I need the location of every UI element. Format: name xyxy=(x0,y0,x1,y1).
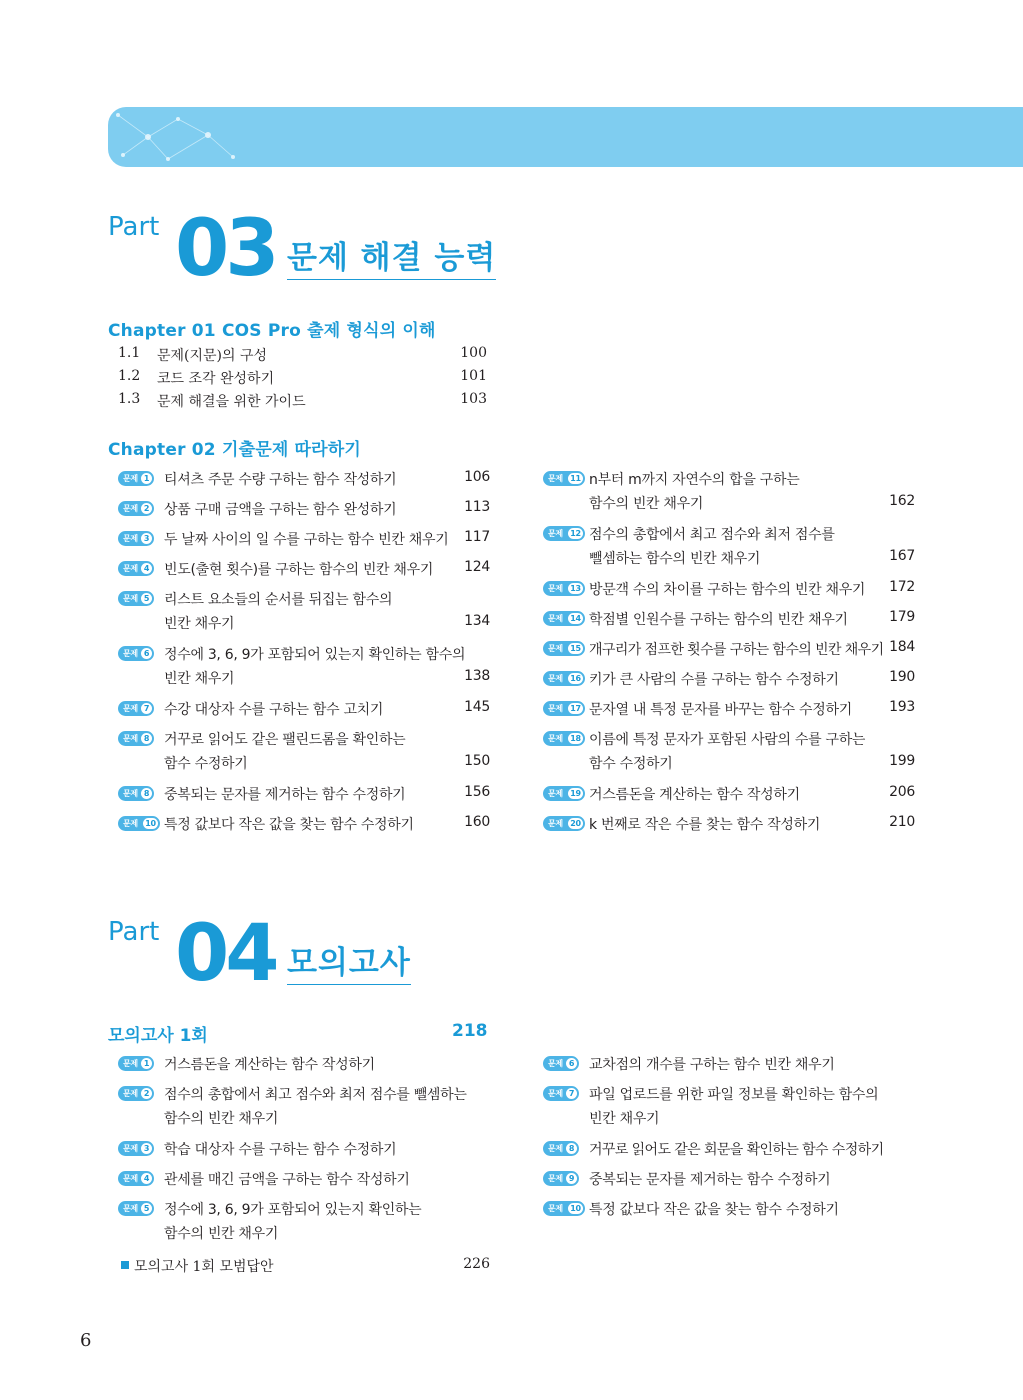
item-title: 개구리가 점프한 횟수를 구하는 함수의 빈칸 채우기 xyxy=(589,642,884,658)
toc-item[interactable] xyxy=(118,729,490,773)
item-title-cont: 빈칸 채우기 xyxy=(589,1111,660,1127)
problem-badge: 문제 7 xyxy=(118,701,154,716)
item-title: 티셔츠 주문 수량 구하는 함수 작성하기 xyxy=(164,472,397,488)
part3-title: 문제 해결 능력 xyxy=(287,240,496,280)
chapter1-heading[interactable]: Chapter 01 COS Pro 출제 형식의 이해 xyxy=(108,321,436,341)
item-page: 190 xyxy=(889,669,915,685)
toc-item[interactable] xyxy=(118,1084,490,1128)
item-page: 138 xyxy=(464,668,490,684)
toc-item[interactable] xyxy=(118,1199,490,1243)
problem-badge: 문제 8 xyxy=(543,1141,579,1156)
toc-item[interactable] xyxy=(543,1169,915,1189)
bullet-square-icon xyxy=(121,1261,129,1269)
part4-label: Part xyxy=(108,917,160,947)
item-title: 학습 대상자 수를 구하는 함수 수정하기 xyxy=(164,1142,397,1158)
item-page: 210 xyxy=(889,814,915,830)
toc-item[interactable] xyxy=(118,1169,490,1189)
problem-badge: 문제 10 xyxy=(118,816,160,831)
item-page: 167 xyxy=(889,548,915,564)
problem-badge: 문제 8 xyxy=(118,786,154,801)
item-title: 파일 업로드를 위한 파일 정보를 확인하는 함수의 xyxy=(589,1087,879,1103)
item-page: 179 xyxy=(889,609,915,625)
toc-item[interactable] xyxy=(118,589,490,633)
toc-item[interactable] xyxy=(118,499,490,519)
item-page: 172 xyxy=(889,579,915,595)
toc-item[interactable] xyxy=(543,814,915,834)
problem-badge: 문제 18 xyxy=(543,731,585,746)
section-row[interactable] xyxy=(118,391,490,413)
problem-badge: 문제 9 xyxy=(543,1171,579,1186)
problem-badge: 문제 4 xyxy=(118,561,154,576)
item-page: 117 xyxy=(464,529,490,545)
toc-item[interactable] xyxy=(543,784,915,804)
toc-item[interactable] xyxy=(543,469,915,513)
section-number: 1.1 xyxy=(118,345,141,361)
item-title-cont: 빈칸 채우기 xyxy=(164,616,235,632)
item-page: 145 xyxy=(464,699,490,715)
toc-item[interactable] xyxy=(543,609,915,629)
section-row[interactable] xyxy=(118,345,490,367)
header-banner xyxy=(108,107,1023,167)
toc-item[interactable] xyxy=(543,524,915,568)
item-title: 거스름돈을 계산하는 함수 작성하기 xyxy=(589,787,800,803)
problem-badge: 문제 14 xyxy=(543,611,585,626)
toc-item[interactable] xyxy=(543,1084,915,1128)
network-decoration xyxy=(108,107,248,167)
toc-item[interactable] xyxy=(543,579,915,599)
problem-badge: 문제 17 xyxy=(543,701,585,716)
toc-item[interactable] xyxy=(118,699,490,719)
toc-item[interactable] xyxy=(118,469,490,489)
mock1-heading[interactable]: 모의고사 1회 xyxy=(108,1026,208,1046)
item-title: 특정 값보다 작은 값을 찾는 함수 수정하기 xyxy=(589,1202,839,1218)
item-title: 교차점의 개수를 구하는 함수 빈칸 채우기 xyxy=(589,1057,835,1073)
toc-item[interactable] xyxy=(118,529,490,549)
item-title: 거스름돈을 계산하는 함수 작성하기 xyxy=(164,1057,375,1073)
item-title: 두 날짜 사이의 일 수를 구하는 함수 빈칸 채우기 xyxy=(164,532,449,548)
section-row[interactable] xyxy=(118,368,490,390)
item-page: 134 xyxy=(464,613,490,629)
item-page: 184 xyxy=(889,639,915,655)
toc-item[interactable] xyxy=(543,639,915,659)
item-title: 이름에 특정 문자가 포함된 사람의 수를 구하는 xyxy=(589,732,866,748)
toc-item[interactable] xyxy=(543,1054,915,1074)
item-title: n부터 m까지 자연수의 합을 구하는 xyxy=(589,472,800,488)
problem-badge: 문제 8 xyxy=(118,731,154,746)
problem-badge: 문제 3 xyxy=(118,531,154,546)
problem-badge: 문제 1 xyxy=(118,1056,154,1071)
mock1-answer-row[interactable] xyxy=(118,1256,490,1276)
item-page: 156 xyxy=(464,784,490,800)
item-title: 학점별 인원수를 구하는 함수의 빈칸 채우기 xyxy=(589,612,848,628)
toc-item[interactable] xyxy=(118,1139,490,1159)
item-title: 점수의 총합에서 최고 점수와 최저 점수를 뺄셈하는 xyxy=(164,1087,467,1103)
item-title: 거꾸로 읽어도 같은 팰린드롬을 확인하는 xyxy=(164,732,406,748)
problem-badge: 문제 6 xyxy=(543,1056,579,1071)
problem-badge: 문제 7 xyxy=(543,1086,579,1101)
item-title: 중복되는 문자를 제거하는 함수 수정하기 xyxy=(589,1172,831,1188)
item-title-cont: 함수 수정하기 xyxy=(164,756,248,772)
item-page: 113 xyxy=(464,499,490,515)
item-title: 상품 구매 금액을 구하는 함수 완성하기 xyxy=(164,502,397,518)
item-title-cont: 뺄셈하는 함수의 빈칸 채우기 xyxy=(589,551,761,567)
answer-title: 모의고사 1회 모범답안 xyxy=(134,1259,274,1275)
item-title-cont: 함수의 빈칸 채우기 xyxy=(164,1226,279,1242)
part4-number: 04 xyxy=(175,909,276,999)
problem-badge: 문제 5 xyxy=(118,1201,154,1216)
item-title-cont: 빈칸 채우기 xyxy=(164,671,235,687)
part3-number: 03 xyxy=(175,204,276,294)
chapter2-heading[interactable]: Chapter 02 기출문제 따라하기 xyxy=(108,440,362,460)
item-title: 수강 대상자 수를 구하는 함수 고치기 xyxy=(164,702,384,718)
toc-item[interactable] xyxy=(543,1199,915,1219)
toc-item[interactable] xyxy=(543,729,915,773)
section-page: 103 xyxy=(460,391,487,407)
toc-item[interactable] xyxy=(543,699,915,719)
item-title-cont: 함수 수정하기 xyxy=(589,756,673,772)
problem-badge: 문제 3 xyxy=(118,1141,154,1156)
part4-title: 모의고사 xyxy=(287,945,411,985)
toc-item[interactable] xyxy=(118,784,490,804)
item-title-cont: 함수의 빈칸 채우기 xyxy=(164,1111,279,1127)
problem-badge: 문제 2 xyxy=(118,1086,154,1101)
item-page: 124 xyxy=(464,559,490,575)
item-page: 193 xyxy=(889,699,915,715)
problem-badge: 문제 4 xyxy=(118,1171,154,1186)
section-page: 100 xyxy=(460,345,487,361)
item-page: 162 xyxy=(889,493,915,509)
problem-badge: 문제 1 xyxy=(118,471,154,486)
problem-badge: 문제 10 xyxy=(543,1201,585,1216)
problem-badge: 문제 16 xyxy=(543,671,585,686)
item-title-cont: 함수의 빈칸 채우기 xyxy=(589,496,704,512)
item-page: 206 xyxy=(889,784,915,800)
part3-label: Part xyxy=(108,212,160,242)
item-title: 중복되는 문자를 제거하는 함수 수정하기 xyxy=(164,787,406,803)
section-title: 문제(지문)의 구성 xyxy=(157,348,268,364)
item-title: 관세를 매긴 금액을 구하는 함수 작성하기 xyxy=(164,1172,410,1188)
mock1-page: 218 xyxy=(452,1021,488,1041)
item-title: 정수에 3, 6, 9가 포함되어 있는지 확인하는 xyxy=(164,1202,422,1218)
item-title: 점수의 총합에서 최고 점수와 최저 점수를 xyxy=(589,527,835,543)
page-number: 6 xyxy=(80,1330,92,1351)
item-page: 160 xyxy=(464,814,490,830)
problem-badge: 문제 19 xyxy=(543,786,585,801)
item-title: 정수에 3, 6, 9가 포함되어 있는지 확인하는 함수의 xyxy=(164,647,466,663)
toc-item[interactable] xyxy=(543,669,915,689)
item-page: 199 xyxy=(889,753,915,769)
problem-badge: 문제 6 xyxy=(118,646,154,661)
problem-badge: 문제 15 xyxy=(543,641,585,656)
problem-badge: 문제 2 xyxy=(118,501,154,516)
item-title: 키가 큰 사람의 수를 구하는 함수 수정하기 xyxy=(589,672,839,688)
toc-item[interactable] xyxy=(543,1139,915,1159)
problem-badge: 문제 20 xyxy=(543,816,585,831)
toc-item[interactable] xyxy=(118,814,490,834)
toc-item[interactable] xyxy=(118,559,490,579)
toc-item[interactable] xyxy=(118,1054,490,1074)
item-page: 150 xyxy=(464,753,490,769)
item-title: 거꾸로 읽어도 같은 회문을 확인하는 함수 수정하기 xyxy=(589,1142,884,1158)
item-title: 리스트 요소들의 순서를 뒤집는 함수의 xyxy=(164,592,393,608)
problem-badge: 문제 13 xyxy=(543,581,585,596)
section-number: 1.2 xyxy=(118,368,141,384)
problem-badge: 문제 12 xyxy=(543,526,585,541)
section-title: 문제 해결을 위한 가이드 xyxy=(157,394,306,410)
item-page: 106 xyxy=(464,469,490,485)
item-title: 특정 값보다 작은 값을 찾는 함수 수정하기 xyxy=(164,817,414,833)
toc-item[interactable] xyxy=(118,644,490,688)
section-title: 코드 조각 완성하기 xyxy=(157,371,275,387)
answer-page: 226 xyxy=(463,1256,490,1272)
section-page: 101 xyxy=(460,368,487,384)
section-number: 1.3 xyxy=(118,391,141,407)
item-title: k 번째로 작은 수를 찾는 함수 작성하기 xyxy=(589,817,821,833)
problem-badge: 문제 11 xyxy=(543,471,585,486)
problem-badge: 문제 5 xyxy=(118,591,154,606)
item-title: 문자열 내 특정 문자를 바꾸는 함수 수정하기 xyxy=(589,702,852,718)
item-title: 빈도(출현 횟수)를 구하는 함수의 빈칸 채우기 xyxy=(164,562,434,578)
item-title: 방문객 수의 차이를 구하는 함수의 빈칸 채우기 xyxy=(589,582,866,598)
